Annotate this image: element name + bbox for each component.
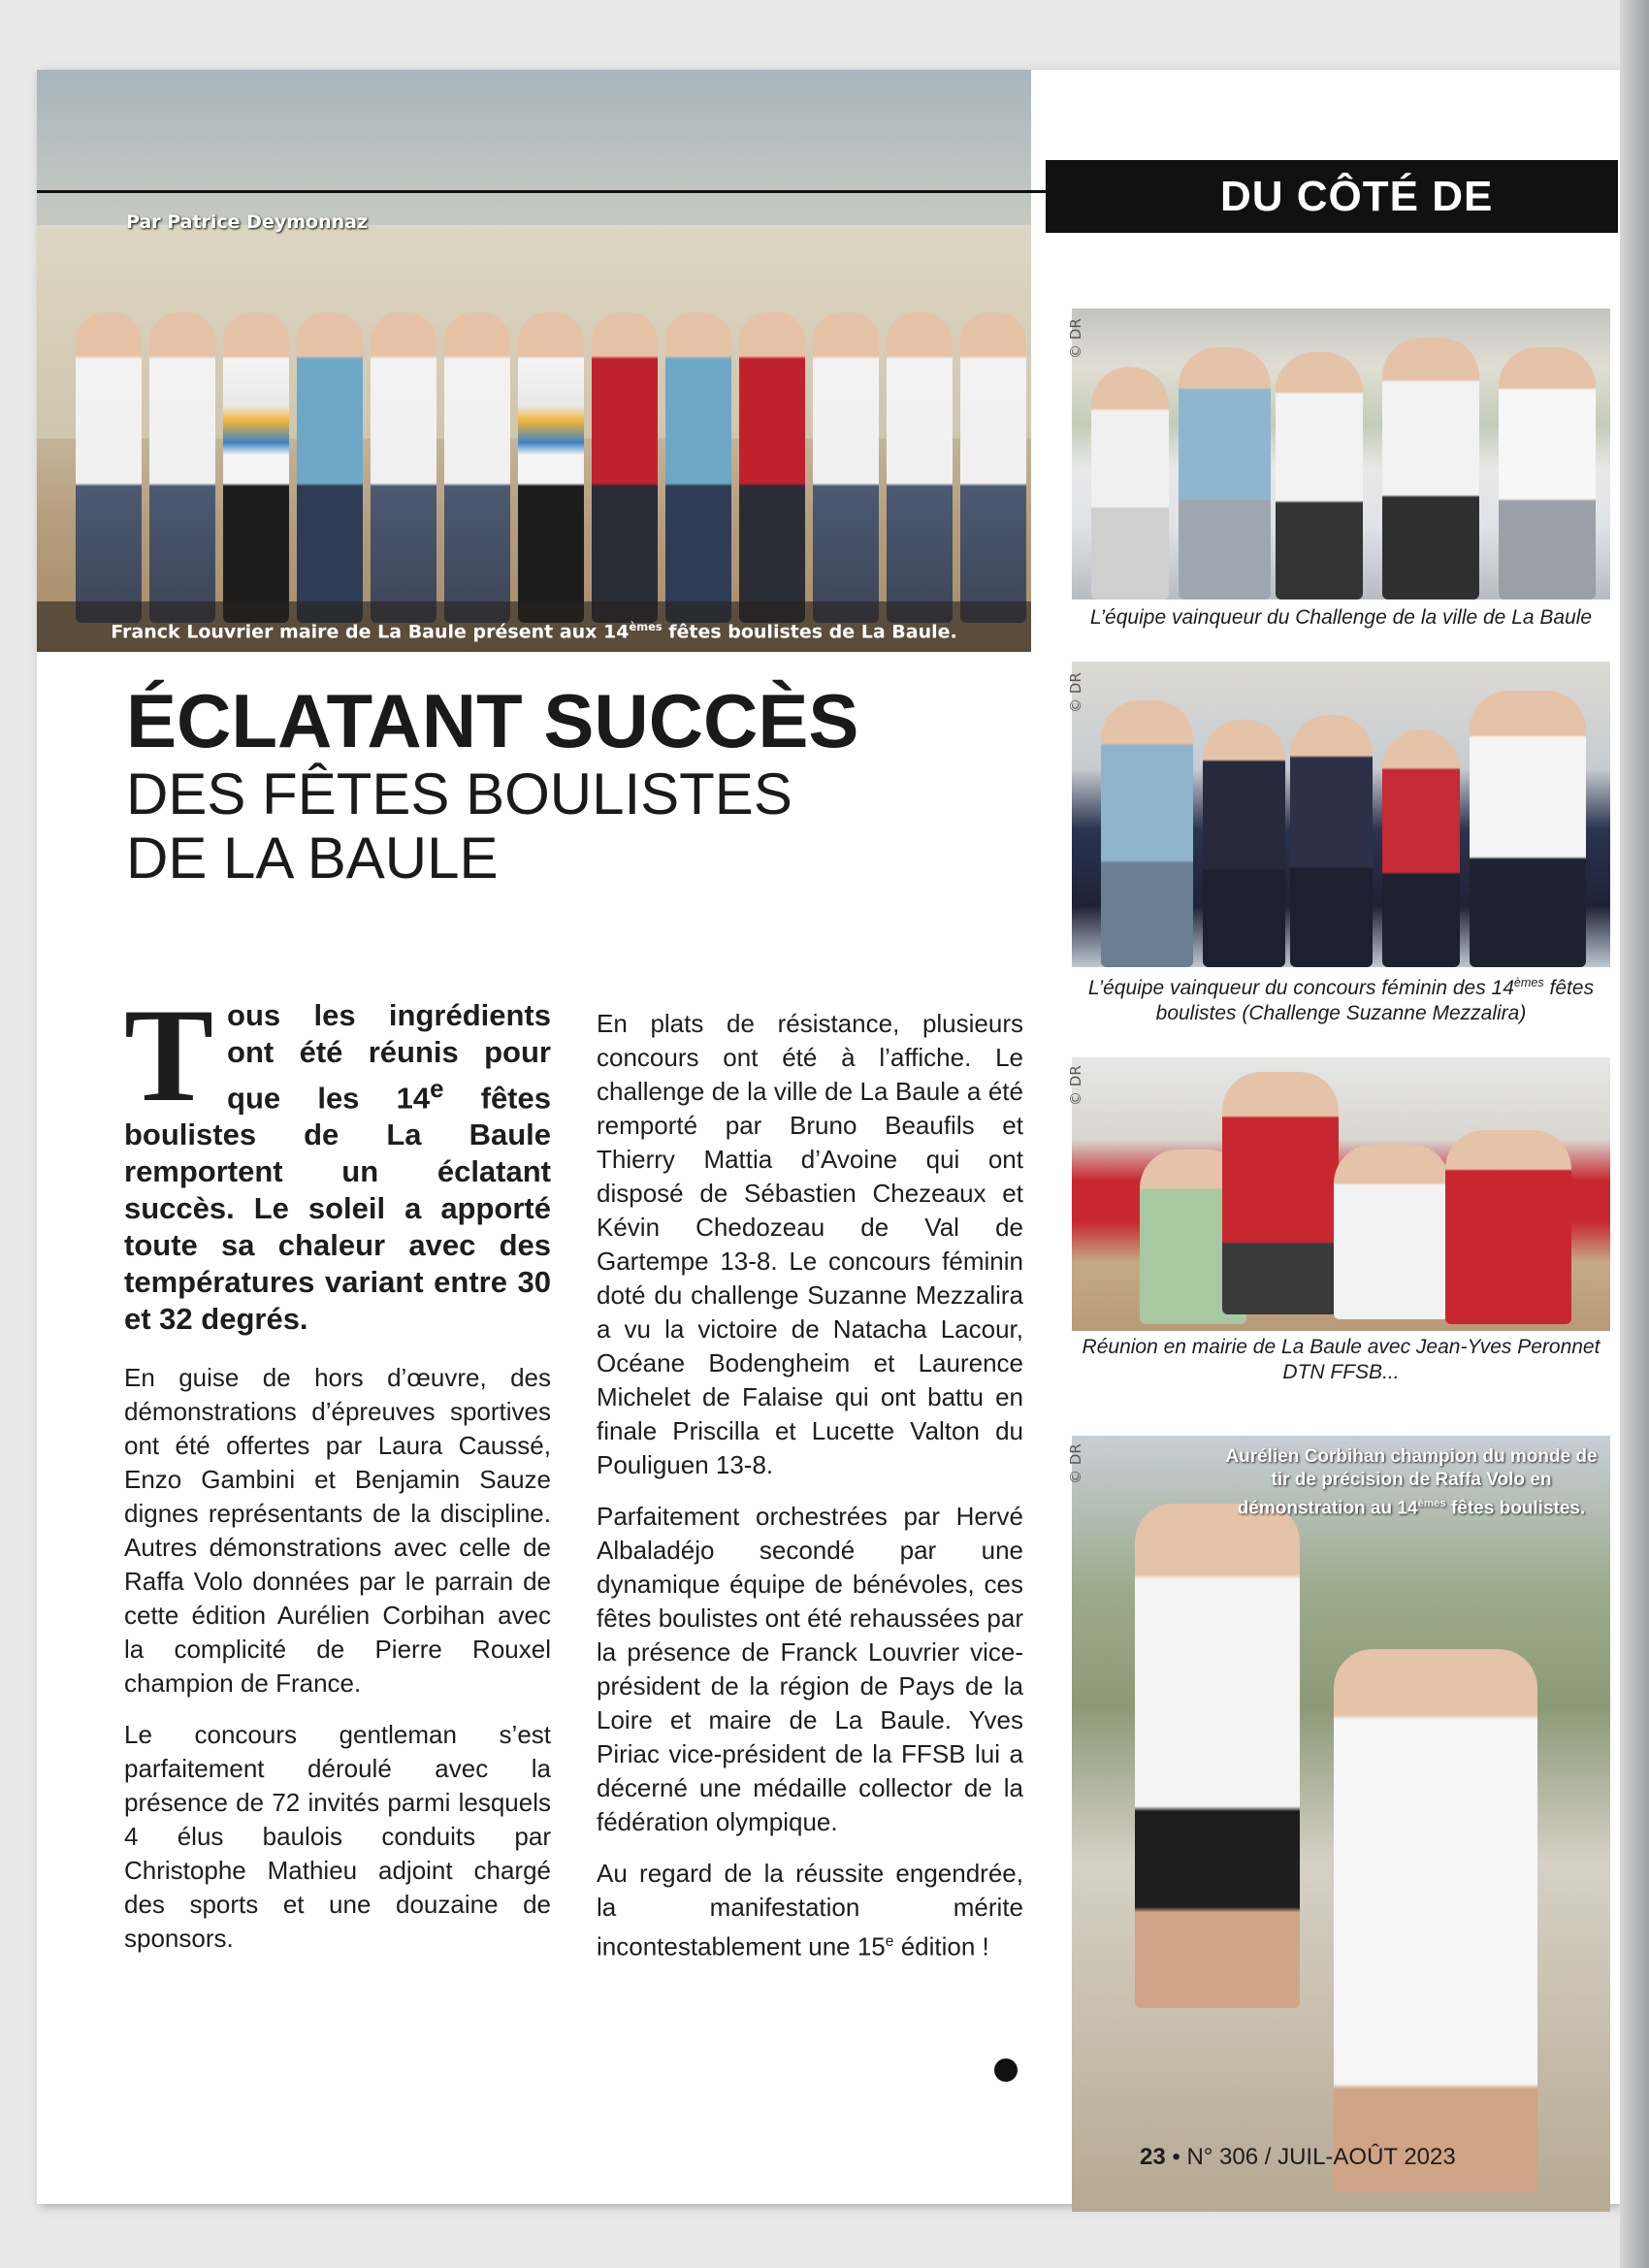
photo-credit: © DR xyxy=(1067,672,1084,713)
photo-town-hall-meeting xyxy=(1072,1057,1610,1331)
section-banner: DU CÔTÉ DE xyxy=(1046,160,1618,233)
lead-paragraph: Tous les ingrédients ont été réunis pour que les 14e fêtes boulistes de La Baule remportent un éclatant succès. Le soleil a apporté toute sa chaleur avec des températures variant entre 30 et 32 degrés. xyxy=(124,981,551,1337)
photo-credit: © DR xyxy=(1067,1443,1084,1484)
photo-person xyxy=(887,312,953,623)
caption-raffa-volo-demo: Aurélien Corbihan champion du monde de tir de précision de Raffa Volo en démonstration au 14èmes fêtes boulistes. xyxy=(1225,1446,1598,1519)
photo-person xyxy=(1290,715,1373,967)
caption-town-hall-meeting: Réunion en mairie de La Baule avec Jean-Yves Peronnet DTN FFSB... xyxy=(1082,1336,1600,1383)
photo-person xyxy=(1135,1504,1300,2008)
paragraph-4: Parfaitement orchestrées par Hervé Albaladéjo secondé par une dynamique équipe de bénévoles, ces fêtes boulistes ont été rehaussées par la présence de Franck Louvrier vice-président de la région de Pays de la Loire et maire de La Baule. Yves Piriac vice-président de la FFSB lui a décerné une médaille collector de la fédération olympique. xyxy=(597,1502,1023,1836)
photo-person xyxy=(1101,700,1193,967)
photo-person xyxy=(371,312,436,623)
photo-person xyxy=(76,312,142,623)
caption-women-winners: L’équipe vainqueur du concours féminin des 14èmes fêtes boulistes (Challenge Suzanne Mezzalira) xyxy=(1087,976,1595,1024)
headline-line-2: DES FÊTES BOULISTES xyxy=(126,761,792,826)
photo-person xyxy=(444,312,510,623)
photo-raffa-volo-demo xyxy=(1072,1436,1610,2212)
photo-women-winners xyxy=(1072,662,1610,967)
photo-person xyxy=(1091,367,1169,599)
photo-person xyxy=(149,312,215,623)
byline: Par Patrice Deymonnaz xyxy=(126,211,369,233)
drop-cap: T xyxy=(124,981,214,1129)
photo-person xyxy=(1334,1649,1537,2192)
photo-person xyxy=(223,312,289,623)
main-photo-caption: Franck Louvrier maire de La Baule présent aux 14èmes fêtes boulistes de La Baule. xyxy=(37,601,1031,652)
photo-person xyxy=(1445,1130,1571,1324)
paragraph-3: En plats de résistance, plusieurs concours ont été à l’affiche. Le challenge de la ville de La Baule a été remporté par Bruno Beaufils et Thierry Mattia d’Avoine qui ont disposé de Sébastien Chezeaux et Kévin Chedozeau de Val de Gartempe 13-8. Le concours féminin doté du challenge Suzanne Mezzalira a vu la victoire de Natacha Lacour, Océane Bodengheim et Laurence Michelet de Falaise qui ont battu en finale Priscilla et Lucette Valton du Pouliguen 13-8. xyxy=(597,1009,1023,1479)
paragraph-1: En guise de hors d’œuvre, des démonstrations d’épreuves sportives ont été offertes par Laura Caussé, Enzo Gambini et Benjamin Sauze dignes représentants de la discipline. Autres démonstrations avec celle de Raffa Volo données par le parrain de cette édition Aurélien Corbihan avec la complicité de Pierre Rouxel champion de France. xyxy=(124,1363,551,1699)
photo-person xyxy=(1499,347,1596,599)
photo-person xyxy=(1276,352,1363,599)
photo-person xyxy=(813,312,879,623)
photo-person xyxy=(297,312,363,623)
photo-people xyxy=(76,312,1026,623)
article-headline xyxy=(126,679,922,891)
photo-person xyxy=(1334,1145,1450,1319)
photo-person xyxy=(1203,720,1285,967)
caption-challenge-winners: L’équipe vainqueur du Challenge de la ville de La Baule xyxy=(1089,606,1593,629)
article-column-2 xyxy=(597,1007,1023,1982)
photo-person xyxy=(1382,729,1460,967)
headline-line-3: DE LA BAULE xyxy=(126,826,499,891)
photo-person xyxy=(1179,347,1271,599)
photo-person xyxy=(1470,691,1586,967)
photo-person xyxy=(592,312,658,623)
scan-edge-shadow xyxy=(1620,0,1649,2268)
photo-person xyxy=(1222,1072,1339,1314)
photo-credit: © DR xyxy=(1067,318,1084,359)
paragraph-5: Au regard de la réussite engendrée, la manifestation mérite incontestablement une 15e édition ! xyxy=(597,1859,1023,1961)
end-of-article-dot xyxy=(994,2058,1018,2082)
photo-person xyxy=(665,312,731,623)
photo-person xyxy=(739,312,805,623)
headline-line-1: ÉCLATANT SUCCÈS xyxy=(126,678,859,763)
paragraph-2: Le concours gentleman s’est parfaitement déroulé avec la présence de 72 invités parmi lesquels 4 élus baulois conduits par Christophe Mathieu adjoint chargé des sports et une douzaine de sponsors. xyxy=(124,1720,551,1954)
main-group-photo xyxy=(37,70,1031,652)
header-rule xyxy=(37,190,1046,193)
issue-info: • N° 306 / JUIL-AOÛT 2023 xyxy=(1165,2144,1456,2170)
page-folio xyxy=(1140,2144,1456,2171)
photo-credit: © DR xyxy=(1067,1065,1084,1106)
article-column-1 xyxy=(124,981,551,1973)
page-number: 23 xyxy=(1140,2144,1166,2170)
photo-challenge-winners xyxy=(1072,308,1610,599)
photo-person xyxy=(1382,338,1479,599)
photo-person xyxy=(960,312,1026,623)
photo-person xyxy=(518,312,584,623)
